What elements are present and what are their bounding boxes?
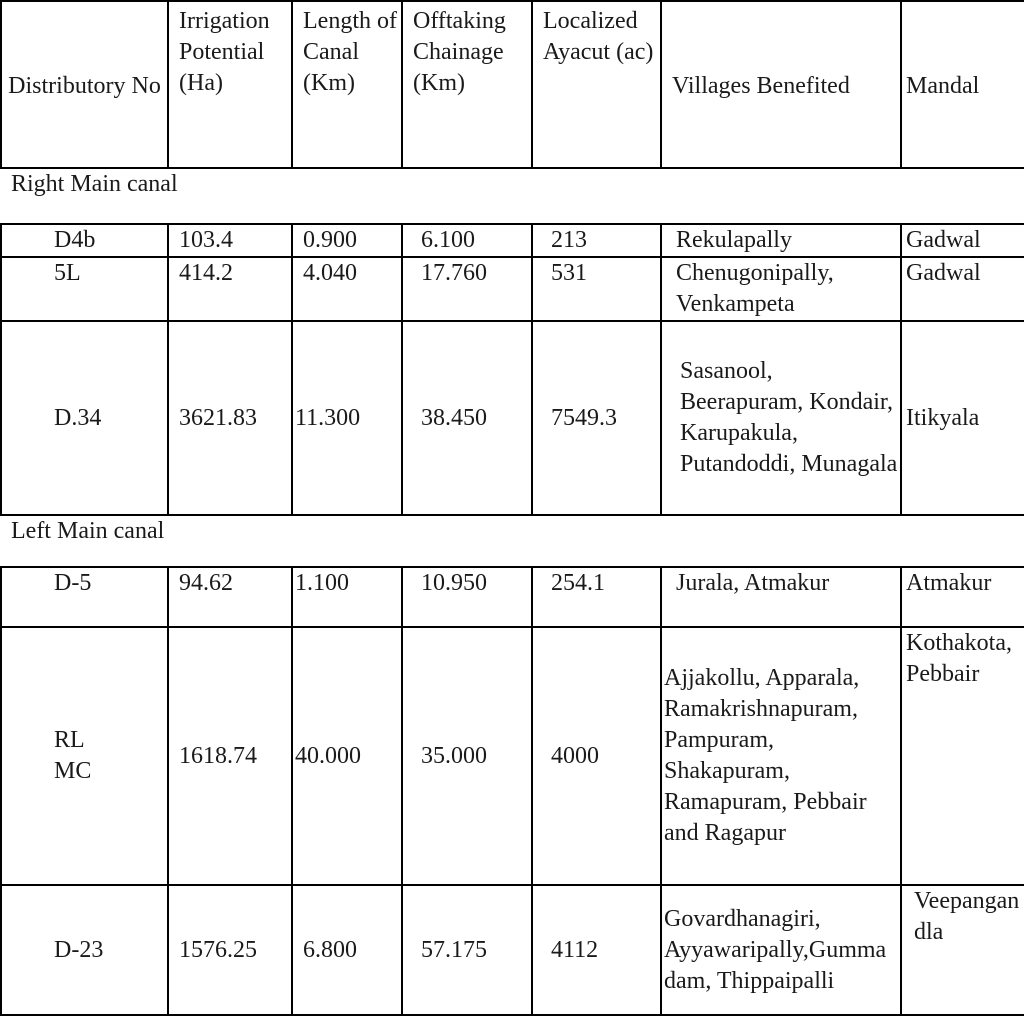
cell-distributory: D.34 xyxy=(1,321,168,515)
cell-mandal: Kothakota, Pebbair xyxy=(901,627,1024,885)
table-row xyxy=(1,321,1024,515)
section-row-right-main-canal xyxy=(1,168,1024,224)
cell-length: 4.040 xyxy=(292,257,402,321)
cell-distributory: D4b xyxy=(1,224,168,257)
header-irrigation-potential: Irrigation Potential (Ha) xyxy=(168,1,292,168)
cell-offtaking: 38.450 xyxy=(402,321,532,515)
cell-villages: Jurala, Atmakur xyxy=(661,567,901,627)
cell-potential: 1618.74 xyxy=(168,627,292,885)
cell-length: 40.000 xyxy=(292,627,402,885)
cell-ayacut: 7549.3 xyxy=(532,321,661,515)
cell-potential: 414.2 xyxy=(168,257,292,321)
cell-villages: Sasanool, Beerapuram, Kondair, Karupakula, Putandoddi, Munagala xyxy=(661,321,901,515)
header-length-of-canal: Length of Canal (Km) xyxy=(292,1,402,168)
cell-mandal: Gadwal xyxy=(901,224,1024,257)
cell-offtaking: 17.760 xyxy=(402,257,532,321)
header-localized-ayacut: Localized Ayacut (ac) xyxy=(532,1,661,168)
cell-villages: Rekulapally xyxy=(661,224,901,257)
cell-distributory: D-23 xyxy=(1,885,168,1015)
section-row-left-main-canal xyxy=(1,515,1024,567)
cell-length: 1.100 xyxy=(292,567,402,627)
table-row xyxy=(1,885,1024,1015)
cell-villages: Ajjakollu, Apparala, Ramakrishnapuram, Pampuram, Shakapuram, Ramapuram, Pebbair and Ragapur xyxy=(661,627,901,885)
cell-offtaking: 10.950 xyxy=(402,567,532,627)
cell-potential: 103.4 xyxy=(168,224,292,257)
header-row xyxy=(1,1,1024,168)
cell-offtaking: 6.100 xyxy=(402,224,532,257)
cell-distributory: 5L xyxy=(1,257,168,321)
cell-ayacut: 531 xyxy=(532,257,661,321)
header-villages-benefited: Villages Benefited xyxy=(661,1,901,168)
cell-potential: 3621.83 xyxy=(168,321,292,515)
table-row xyxy=(1,567,1024,627)
header-distributory-no: Distributory No xyxy=(1,1,168,168)
cell-mandal: Itikyala xyxy=(901,321,1024,515)
table-row xyxy=(1,257,1024,321)
section-title: Left Main canal xyxy=(1,515,1024,567)
cell-ayacut: 4112 xyxy=(532,885,661,1015)
cell-villages: Govardhanagiri, Ayyawaripally,Gumma dam, Thippaipalli xyxy=(661,885,901,1015)
table-row xyxy=(1,224,1024,257)
cell-villages: Chenugonipally, Venkampeta xyxy=(661,257,901,321)
cell-mandal: Atmakur xyxy=(901,567,1024,627)
cell-distributory: D-5 xyxy=(1,567,168,627)
cell-mandal: Veepangandla xyxy=(901,885,1024,1015)
cell-length: 6.800 xyxy=(292,885,402,1015)
cell-length: 0.900 xyxy=(292,224,402,257)
cell-offtaking: 35.000 xyxy=(402,627,532,885)
cell-offtaking: 57.175 xyxy=(402,885,532,1015)
cell-distributory: RL MC xyxy=(1,627,168,885)
cell-ayacut: 213 xyxy=(532,224,661,257)
cell-ayacut: 4000 xyxy=(532,627,661,885)
header-offtaking-chainage: Offtaking Chainage (Km) xyxy=(402,1,532,168)
cell-ayacut: 254.1 xyxy=(532,567,661,627)
cell-mandal: Gadwal xyxy=(901,257,1024,321)
table-row xyxy=(1,627,1024,885)
section-title: Right Main canal xyxy=(1,168,1024,224)
cell-potential: 1576.25 xyxy=(168,885,292,1015)
header-mandal: Mandal xyxy=(901,1,1024,168)
cell-length: 11.300 xyxy=(292,321,402,515)
cell-potential: 94.62 xyxy=(168,567,292,627)
